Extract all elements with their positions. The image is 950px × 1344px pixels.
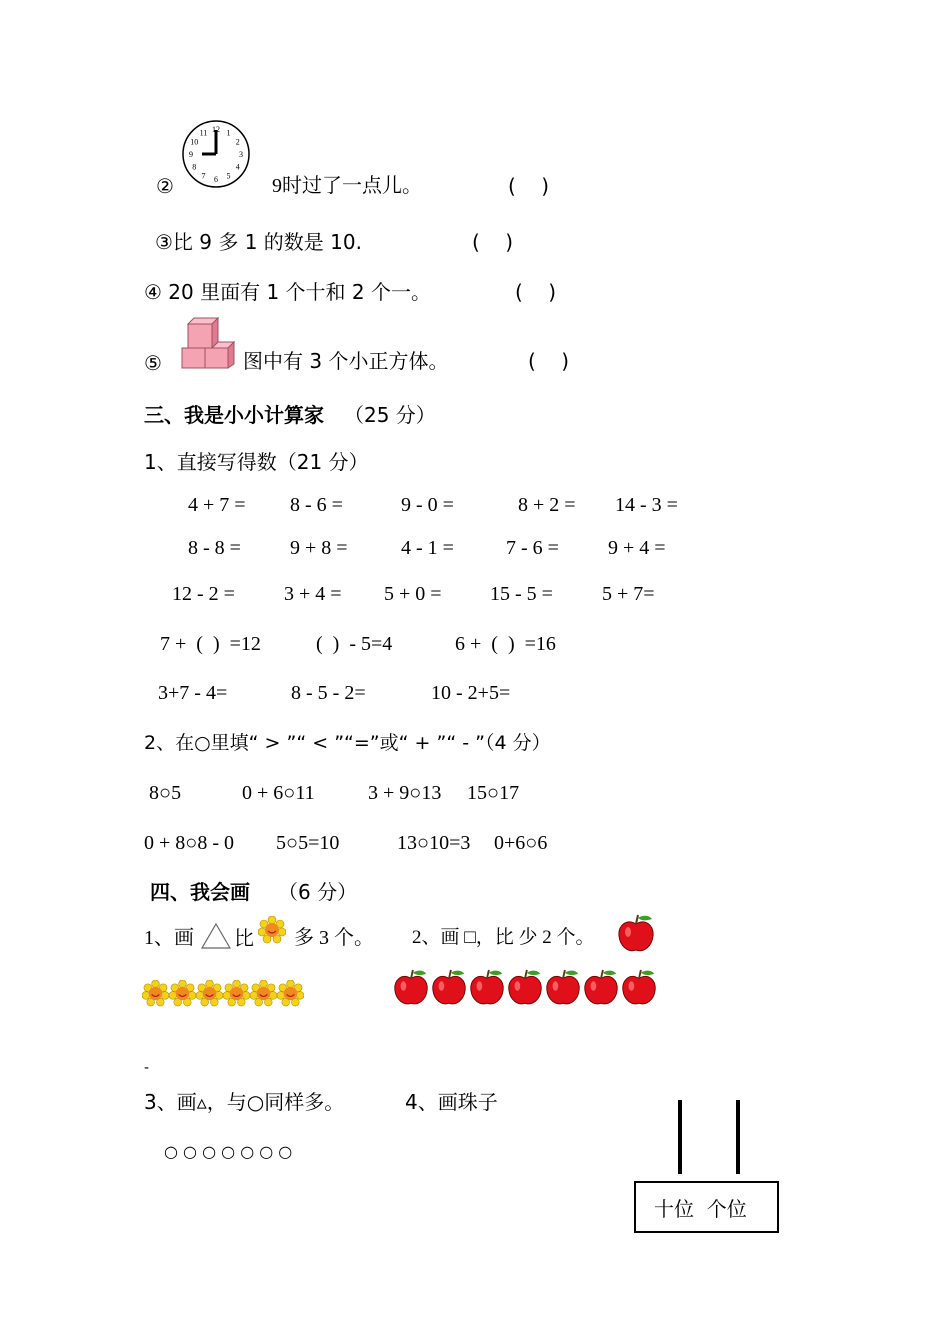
clock-numeral: 12 bbox=[212, 125, 220, 134]
draw-q2-text: 2、画 □，比 少 2 个。 bbox=[412, 927, 595, 948]
clock-numeral: 10 bbox=[190, 137, 199, 147]
q1-title: 1、直接写得数（21 分） bbox=[144, 450, 369, 474]
q2-title: 2、在○里填“ > ”“ < ”“=”或“ + ”“ - ”（4 分） bbox=[144, 732, 551, 754]
clock-numeral: 11 bbox=[199, 128, 208, 138]
equation: ( ) - 5=4 bbox=[316, 633, 393, 655]
compare-item: 13○10=3 bbox=[397, 832, 471, 854]
abacus-rod bbox=[678, 1100, 682, 1174]
section4-score: （6 分） bbox=[278, 880, 358, 904]
flower-icon bbox=[250, 980, 277, 1007]
section3-score: （25 分） bbox=[344, 403, 436, 427]
equation: 15 - 5 = bbox=[490, 583, 553, 605]
equation: 12 - 2 = bbox=[172, 583, 235, 605]
draw-q3-text: 3、画▵，与○同样多。 bbox=[144, 1090, 345, 1114]
draw-q4-text: 4、画珠子 bbox=[405, 1090, 498, 1114]
clock-numeral: 3 bbox=[239, 150, 243, 159]
draw-q1-suffix: 多 3 个。 bbox=[294, 927, 374, 949]
flower-icon bbox=[277, 980, 304, 1007]
compare-item: 8○5 bbox=[149, 782, 182, 804]
apple-icon bbox=[616, 912, 656, 954]
clock-numeral: 9 bbox=[189, 150, 193, 159]
equation: 7 - 6 = bbox=[506, 537, 559, 559]
abacus-base bbox=[634, 1181, 779, 1233]
equation: 9 - 0 = bbox=[401, 494, 454, 516]
equation: 9 + 8 = bbox=[290, 537, 348, 559]
equation: 4 - 1 = bbox=[401, 537, 454, 559]
clock-numeral: 5 bbox=[226, 171, 231, 181]
compare-item: 0 + 8○8 - 0 bbox=[144, 832, 235, 854]
answer-paren[interactable]: ( ) bbox=[508, 174, 550, 198]
judge-item-3-text: ③比 9 多 1 的数是 10. bbox=[155, 230, 362, 254]
abacus-rod bbox=[736, 1100, 740, 1174]
compare-item: 15○17 bbox=[467, 782, 520, 804]
clock-numeral: 8 bbox=[192, 162, 197, 172]
judge-item-5-text: 图中有 3 个小正方体。 bbox=[243, 349, 449, 373]
section3-title: 三、我是小小计算家 bbox=[144, 403, 324, 427]
apple-icon bbox=[468, 966, 506, 1008]
equation: 14 - 3 = bbox=[615, 494, 678, 516]
equation: 4 + 7 = bbox=[188, 494, 246, 516]
equation: 10 - 2+5= bbox=[431, 682, 511, 704]
apple-icon bbox=[392, 966, 430, 1008]
equation: 8 + 2 = bbox=[518, 494, 576, 516]
compare-item: 0+6○6 bbox=[494, 832, 548, 854]
judge-item-5-number: ⑤ bbox=[144, 351, 162, 375]
apple-icon bbox=[544, 966, 582, 1008]
compare-item: 0 + 6○11 bbox=[242, 782, 315, 804]
judge-item-4-text: ④ 20 里面有 1 个十和 2 个一。 bbox=[144, 280, 431, 304]
equation: 3+7 - 4= bbox=[158, 682, 228, 704]
cubes-icon bbox=[178, 314, 238, 370]
answer-paren[interactable]: ( ) bbox=[472, 230, 514, 254]
equation: 6 + ( ) =16 bbox=[455, 633, 556, 655]
equation: 8 - 8 = bbox=[188, 537, 241, 559]
section4-title: 四、我会画 bbox=[150, 880, 250, 904]
equation: 8 - 5 - 2= bbox=[291, 682, 366, 704]
equation: 5 + 0 = bbox=[384, 583, 442, 605]
equation: 7 + ( ) =12 bbox=[160, 633, 261, 655]
flower-icon bbox=[258, 916, 286, 944]
circle-row: ○ ○ ○ ○ ○ ○ ○ bbox=[164, 1142, 293, 1161]
triangle-icon bbox=[200, 922, 232, 950]
equation: 3 + 4 = bbox=[284, 583, 342, 605]
clock-numeral: 7 bbox=[201, 171, 206, 181]
clock-numeral: 2 bbox=[235, 137, 240, 147]
flower-icon bbox=[169, 980, 196, 1007]
equation: 9 + 4 = bbox=[608, 537, 666, 559]
apple-icon bbox=[430, 966, 468, 1008]
judge-item-2-text: 9时过了一点儿。 bbox=[272, 175, 422, 197]
equation: 8 - 6 = bbox=[290, 494, 343, 516]
flower-row bbox=[142, 980, 312, 1010]
flower-icon bbox=[142, 980, 169, 1007]
draw-q1-compare: 比 bbox=[234, 926, 254, 950]
stray-dash: - bbox=[144, 1060, 150, 1076]
compare-item: 5○5=10 bbox=[276, 832, 340, 854]
abacus-label: 十位 个位 bbox=[654, 1197, 747, 1221]
flower-icon bbox=[223, 980, 250, 1007]
apple-icon bbox=[506, 966, 544, 1008]
apple-icon bbox=[582, 966, 620, 1008]
apple-icon bbox=[620, 966, 658, 1008]
compare-item: 3 + 9○13 bbox=[368, 782, 442, 804]
answer-paren[interactable]: ( ) bbox=[515, 280, 557, 304]
clock-icon bbox=[180, 118, 252, 190]
equation: 5 + 7= bbox=[602, 583, 655, 605]
clock-numeral: 1 bbox=[226, 128, 231, 138]
clock-numeral: 6 bbox=[214, 175, 218, 184]
answer-paren[interactable]: ( ) bbox=[528, 349, 570, 373]
judge-item-2-number: ② bbox=[156, 174, 174, 198]
clock-numeral: 4 bbox=[235, 162, 240, 172]
apple-row bbox=[392, 966, 662, 1010]
draw-q1-prefix: 1、画 bbox=[144, 927, 194, 949]
flower-icon bbox=[196, 980, 223, 1007]
